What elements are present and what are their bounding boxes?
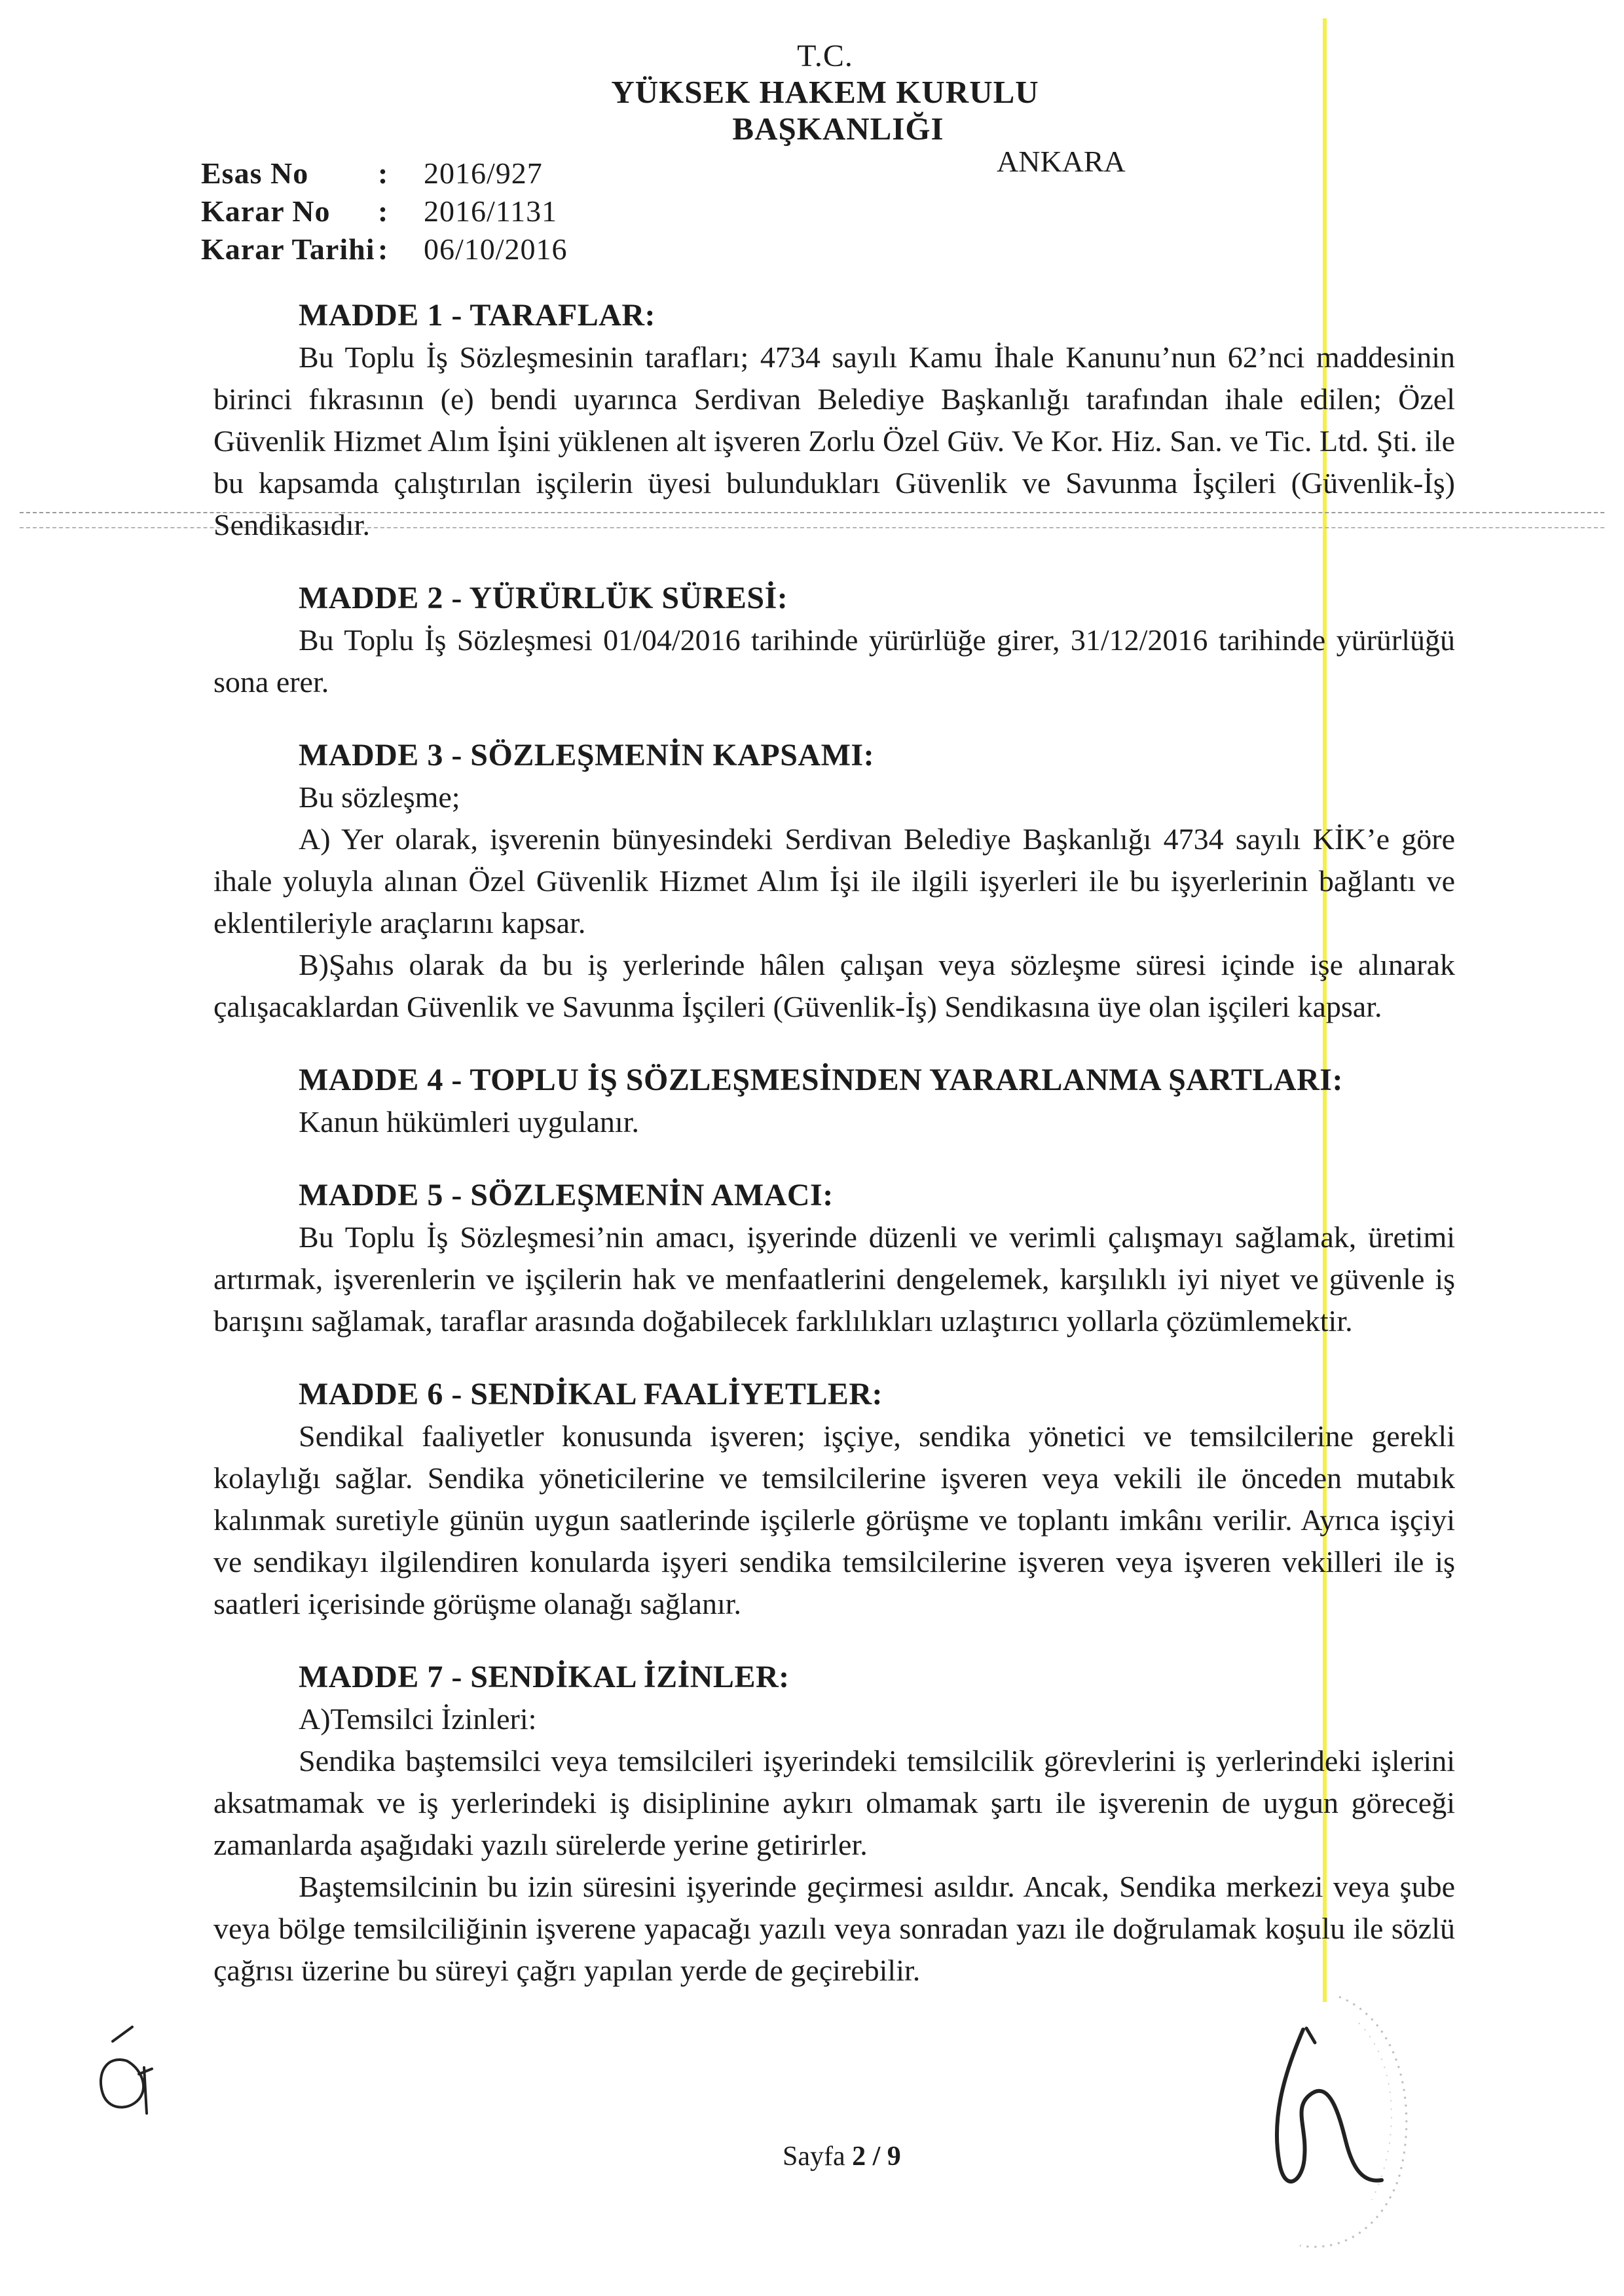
article-paragraph: A)Temsilci İzinleri: [299, 1702, 537, 1736]
article-paragraph: B)Şahıs olarak da bu iş yerlerinde hâlen çalışan veya sözleşme süresi içinde işe alınarak çalışacaklardan Güvenlik ve Savunma İşçileri (Güvenlik-İş) Sendikasına üye olan işçileri kapsar. [213, 948, 1455, 1023]
meta-row-date [201, 230, 568, 268]
document-body [213, 295, 1455, 2023]
case-metadata [201, 155, 568, 268]
article-heading: MADDE 2 - YÜRÜRLÜK SÜRESİ: [299, 581, 788, 615]
header-city: ANKARA [997, 145, 1126, 178]
article-paragraph: Kanun hükümleri uygulanır. [299, 1105, 639, 1139]
meta-colon: : [378, 232, 388, 266]
article-2 [213, 577, 1455, 703]
page-number [783, 2141, 901, 2172]
article-3 [213, 735, 1455, 1028]
article-paragraph: Bu Toplu İş Sözleşmesi’nin amacı, işyerinde düzenli ve verimli çalışmayı sağlamak, üretimi artırmak, işverenlerin ve işçilerin hak ve menfaatlerini dengelemek, karşılıklı iyi niyet ve güvenle iş barışını sağlamak, taraflar arasında doğabilecek farklılıkları uzlaştırıcı yollarla çözümlemektir. [213, 1220, 1455, 1338]
meta-value: 2016/927 [424, 156, 543, 190]
header-country: T.C. [797, 39, 853, 73]
meta-colon: : [378, 194, 388, 228]
article-paragraph: Bu Toplu İş Sözleşmesi 01/04/2016 tarihinde yürürlüğe girer, 31/12/2016 tarihinde yürürlüğü sona erer. [213, 623, 1455, 699]
meta-row-decision [201, 192, 568, 230]
meta-label: Karar Tarihi [201, 232, 375, 266]
meta-value: 2016/1131 [424, 194, 558, 228]
article-paragraph: Bu Toplu İş Sözleşmesinin tarafları; 4734 sayılı Kamu İhale Kanunu’nun 62’nci maddesinin birinci fıkrasının (e) bendi uyarınca Serdivan Belediye Başkanlığı tarafından ihale edilen; Özel Güvenlik Hizmet Alım İşini yüklenen alt işveren Zorlu Özel Güv. Ve Kor. Hiz. San. ve Tic. Ltd. Şti. ile bu kapsamda çalıştırılan işçilerin üyesi bulundukları Güvenlik ve Savunma İşçileri (Güvenlik-İş) Sendikasıdır. [213, 340, 1455, 541]
meta-label: Karar No [201, 194, 331, 228]
article-paragraph: Bu sözleşme; [299, 780, 460, 814]
article-heading: MADDE 3 - SÖZLEŞMENİN KAPSAMI: [299, 738, 875, 773]
article-6 [213, 1374, 1455, 1625]
article-7 [213, 1656, 1455, 1992]
article-paragraph: Sendikal faaliyetler konusunda işveren; işçiye, sendika yönetici ve temsilcilerine gerekli kolaylığı sağlar. Sendika yöneticilerine ve temsilcilerine işveren veya vekili ile önceden mutabık kalınmak suretiyle günün uygun saatlerinde işçilerle görüşme ve toplantı imkânı verilir. Ayrıca işçiyi ve sendikayı ilgilendiren konularda işyeri sendika temsilcilerine işveren veya işveren vekilleri ile iş saatleri içerisinde görüşme olanağı sağlanır. [213, 1419, 1455, 1620]
article-paragraph: A) Yer olarak, işverenin bünyesindeki Serdivan Belediye Başkanlığı 4734 sayılı KİK’e göre ihale yoluyla alınan Özel Güvenlik Hizmet Alım İşi ile ilgili işyerleri ile bu işyerlerinin bağlantı ve eklentileriyle araçlarını kapsar. [213, 822, 1455, 939]
header-institution: YÜKSEK HAKEM KURULU [611, 74, 1039, 110]
header-office: BAŞKANLIĞI [732, 111, 944, 147]
signature-icon [1231, 2016, 1428, 2213]
page-number-value: 2 / 9 [852, 2141, 901, 2172]
meta-row-case [201, 155, 568, 192]
article-heading: MADDE 5 - SÖZLEŞMENİN AMACI: [299, 1178, 834, 1212]
meta-colon: : [378, 156, 388, 190]
article-4 [213, 1059, 1455, 1143]
article-paragraph: Sendika baştemsilci veya temsilcileri işyerindeki temsilcilik görevlerini iş yerlerindeki işlerini aksatmamak ve iş yerlerindeki iş disiplinine aykırı olmamak şartı ile işverenin de uygun göreceği zamanlarda aşağıdaki yazılı sürelerde yerine getirirler. [213, 1744, 1455, 1861]
page-number-prefix: Sayfa [783, 2141, 853, 2172]
handwritten-initial-icon [86, 2022, 165, 2120]
article-heading: MADDE 6 - SENDİKAL FAALİYETLER: [299, 1377, 883, 1412]
article-5 [213, 1175, 1455, 1342]
article-1 [213, 295, 1455, 546]
article-heading: MADDE 7 - SENDİKAL İZİNLER: [299, 1660, 790, 1694]
article-paragraph: Baştemsilcinin bu izin süresini işyerinde geçirmesi asıldır. Ancak, Sendika merkezi veya şube veya bölge temsilciliğinin işverene yapacağı yazılı veya sonradan yazı ile doğrulamak koşulu ile sözlü çağrısı üzerine bu süreyi çağrı yapılan yerde de geçirebilir. [213, 1870, 1455, 1987]
article-heading: MADDE 4 - TOPLU İŞ SÖZLEŞMESİNDEN YARARLANMA ŞARTLARI: [299, 1063, 1343, 1097]
article-heading: MADDE 1 - TARAFLAR: [299, 298, 656, 333]
meta-value: 06/10/2016 [424, 232, 568, 266]
meta-label: Esas No [201, 156, 309, 190]
